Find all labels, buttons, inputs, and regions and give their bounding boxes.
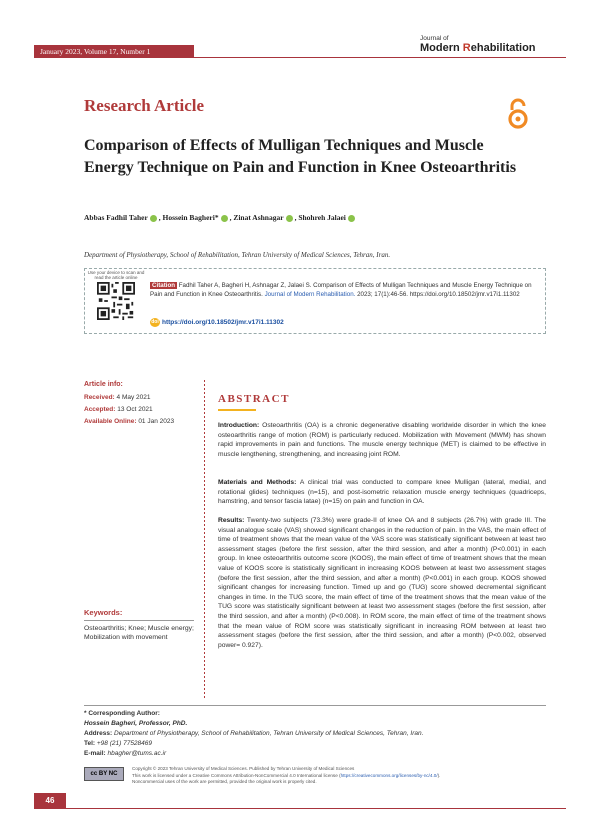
online-date: Available Online: 01 Jan 2023: [84, 418, 175, 425]
qr-code-icon[interactable]: [97, 282, 135, 320]
email-link[interactable]: hbagher@tums.ac.ir: [107, 750, 167, 757]
open-access-icon: [505, 98, 531, 130]
abstract-methods: Materials and Methods: A clinical trial was conducted to compare knee Mulligan (lateral, medial, and rotational glides) techniques (n=15), and post-isometric relaxation muscle energy techniques (quadriceps, hamstring, and tensor fascia latae) (n=15) on pain and function in OA.: [218, 479, 546, 506]
author-list: Abbas Fadhil Taher , Hossein Bagheri* , Zinat Ashnagar , Shohreh Jalaei: [84, 213, 357, 222]
license-link[interactable]: https://creativecommons.org/licenses/by-nc/4.0/: [340, 772, 438, 778]
article-type: Research Article: [84, 96, 205, 115]
corresponding-email: E-mail: hbagher@tums.ac.ir: [84, 750, 167, 757]
doi-line: [150, 318, 284, 327]
keywords-title: Keywords:: [84, 608, 123, 617]
article-info-title: Article info:: [84, 381, 123, 388]
footer-rule: [84, 705, 546, 706]
abstract-title: ABSTRACT: [218, 393, 290, 405]
doi-icon: doi: [151, 319, 159, 325]
accepted-date: Accepted: 13 Oct 2021: [84, 406, 153, 413]
abstract-underline: [218, 409, 256, 411]
journal-name: Modern Rehabilitation: [420, 42, 536, 54]
qr-panel: [86, 270, 146, 332]
corresponding-address: Address: Department of Physiotherapy, School of Rehabilitation, Tehran University of Medical Sciences, Tehran, Iran.: [84, 730, 424, 737]
column-divider: [204, 380, 205, 700]
journal-name-small: Journal of: [420, 35, 449, 42]
received-date: Received: 4 May 2021: [84, 394, 151, 401]
author-name: Shohreh Jalaei: [298, 213, 346, 222]
issue-banner: January 2023, Volume 17, Number 1: [34, 45, 194, 58]
corresponding-name: Hossein Bagheri, Professor, PhD.: [84, 720, 188, 727]
citation-text: [150, 281, 540, 299]
keywords-text: Osteoarthritis; Knee; Muscle energy; Mobilization with movement: [84, 625, 194, 641]
qr-label: Use your device to scan and read the article online: [87, 270, 145, 280]
abstract-results: Results: Twenty-two subjects (73.3%) were grade-II of knee OA and 8 subjects (26.7%) with grade III. The visual analogue scale (VAS) showed significant changes in the reduction of pain. In the VAS, the main effect of time of treatment shows that the mean value of the VAS score was statistically significant between at least two assessment stages (before the first session, after the third session, and after a month) (P<0.001) in each group. In knee osteoarthritis outcome score (KOOS), the main effect of time of treatment shows that the mean value of KOOS score is statistically significant in increasing KOOS between at least two assessment stages (before the first session, after the third session, and after a month) (P<0.001) in each group. KOOS showed significant changes for increasing function. Timed up and go (TUG) score showed decremental significant changes in time. In the TUG score, the main effect of time of the treatment shows that the mean value of the TUG score was statistically significant between at least two assessment stages (before the first session, after the third session, and after a month) (P<0.008). In ROM score, the main effect of time of the treatment shows that the mean value of ROM score was statistically significant in increasing ROM between at least two assessment stages (before the first session, after the third session, and after a month) (P<0.002, observed power= 0.927).: [218, 517, 546, 649]
orcid-icon[interactable]: [286, 215, 293, 222]
orcid-icon[interactable]: [150, 215, 157, 222]
orcid-icon[interactable]: [221, 215, 228, 222]
license-text: Copyright © 2023 Tehran University of Medical Sciences. Published by Tehran University of Medical Sciences This work is licensed under a Creative Commons Attribution-NonCommercial 4.0 International license (https://creativecommons.org/licenses/by-nc/4.0/). Noncommercial uses of the work are permitted, provided the original work is properly cited.: [132, 766, 441, 784]
corresponding-title: * Corresponding Author:: [84, 710, 160, 717]
abstract-introduction: Introduction: Osteoarthritis (OA) is a chronic degenerative disabling worldwide disorder in which the knee osteoarthritis range of motion (ROM) is particularly reduced. Mobilization with Movement (MWM) has shown rapid improvements in pain and functions. The muscle energy technique (MET) is claimed to be effective in muscle lengthening, strengthening, and increasing joint ROM.: [218, 422, 546, 458]
orcid-icon[interactable]: [348, 215, 355, 222]
author-name: Hossein Bagheri*: [162, 213, 219, 222]
author-name: Zinat Ashnagar: [233, 213, 284, 222]
article-title: Comparison of Effects of Mulligan Techniques and Muscle Energy Technique on Pain and Function in Knee Osteoarthritis: [84, 137, 517, 176]
citation-tag: Citation: [152, 282, 176, 289]
citation-rest: 2023; 17(1):46-56. https://doi.org/10.18502/jmr.v17i1.11302: [357, 291, 520, 298]
affiliation: Department of Physiotherapy, School of Rehabilitation, Tehran University of Medical Sciences, Tehran, Iran.: [84, 251, 391, 259]
header-rule: [34, 57, 566, 58]
doi-link[interactable]: https://doi.org/10.18502/jmr.v17i1.11302: [162, 319, 284, 327]
citation-body: Fadhil Taher A, Bagheri H, Ashnagar Z, Jalaei S. Comparison of Effects of Mulligan Techniques and Muscle Energy Technique on Pain and Function in Knee Osteoarthritis.: [150, 282, 532, 298]
page-number: 46: [34, 793, 66, 809]
citation-journal-link[interactable]: Journal of Modern Rehabilitation.: [264, 291, 356, 298]
bottom-rule: [66, 808, 566, 809]
cc-license-icon[interactable]: cc BY NC: [84, 767, 124, 781]
author-name: Abbas Fadhil Taher: [84, 213, 148, 222]
corresponding-tel: Tel: +98 (21) 77528469: [84, 740, 153, 747]
keywords-rule: [84, 620, 194, 621]
